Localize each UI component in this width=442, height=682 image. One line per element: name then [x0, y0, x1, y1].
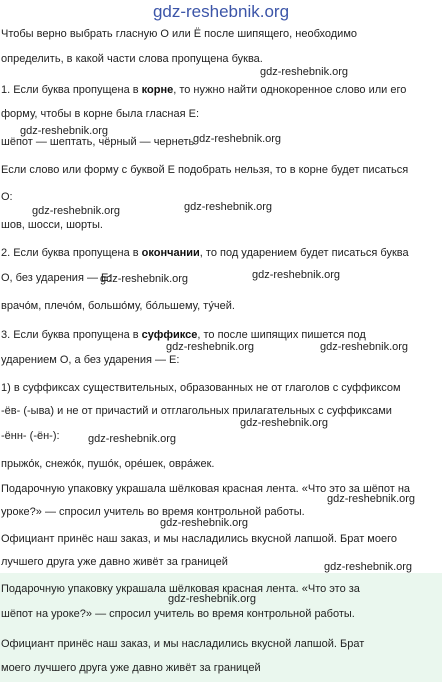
- text-line: Если слово или форму с буквой Е подобрать нельзя, то в корне будет писаться: [1, 164, 409, 176]
- watermark: gdz-reshebnik.org: [324, 561, 413, 573]
- answer-line: Подарочную упаковку украшала шёлковая красная лента. «Что это за: [1, 583, 360, 595]
- text-line: О:: [1, 191, 13, 203]
- watermark: gdz-reshebnik.org: [32, 205, 121, 217]
- watermark: gdz-reshebnik.org: [166, 341, 255, 353]
- site-watermark: gdz-reshebnik.org: [152, 2, 290, 21]
- watermark: gdz-reshebnik.org: [252, 269, 341, 281]
- answer-line: моего лучшего друга уже давно живёт за границей: [1, 662, 261, 674]
- text-line: Подарочную упаковку украшала шёлковая красная лента. «Что это за шёпот на: [1, 483, 411, 495]
- bold-term: окончании: [141, 247, 200, 259]
- watermark: gdz-reshebnik.org: [193, 133, 282, 145]
- watermark: gdz-reshebnik.org: [260, 66, 349, 78]
- text-line: шов, шосси, шорты.: [1, 219, 103, 231]
- watermark: gdz-reshebnik.org: [327, 493, 416, 505]
- watermark: gdz-reshebnik.org: [320, 341, 409, 353]
- text-span: , то нужно найти однокоренное слово или его: [173, 84, 407, 96]
- answer-line: шёпот на уроке?» — спросил учитель во время контрольной работы.: [1, 608, 355, 620]
- watermark: gdz-reshebnik.org: [184, 201, 273, 213]
- text-line: [1, 328, 366, 342]
- text-line: уроке?» — спросил учитель во время контрольной работы.: [1, 506, 305, 518]
- text-line: Официант принёс наш заказ, и мы насладились вкусной лапшой. Брат моего: [1, 533, 397, 545]
- text-line: О, без ударения — Е:: [1, 272, 112, 284]
- text-line: [1, 246, 409, 260]
- text-line: -ённ- (-ён-):: [1, 430, 60, 442]
- text-line: -ёв- (-ыва) и не от причастий и отглагольных прилагательных с суффиксами: [1, 405, 392, 417]
- bold-term: корне: [141, 84, 174, 96]
- text-span: , то после шипящих пишется под: [197, 329, 366, 341]
- watermark: gdz-reshebnik.org: [20, 125, 109, 137]
- text-span: 3. Если буква пропущена в: [1, 329, 142, 341]
- text-line: 1) в суффиксах существительных, образованных не от глаголов с суффиксом: [1, 382, 401, 394]
- watermark: gdz-reshebnik.org: [240, 417, 329, 429]
- watermark: gdz-reshebnik.org: [88, 433, 177, 445]
- text-line: шёпот — шептать, чёрный — чернеть: [1, 136, 195, 148]
- text-line: лучшего друга уже давно живёт за границей: [1, 556, 228, 568]
- text-line: определить, в какой части слова пропущена буква.: [1, 53, 263, 65]
- text-line: Чтобы верно выбрать гласную О или Ё после шипящего, необходимо: [1, 28, 357, 40]
- watermark: gdz-reshebnik.org: [168, 593, 257, 605]
- text-span: 1. Если буква пропущена в: [1, 84, 142, 96]
- answer-line: Официант принёс наш заказ, и мы насладились вкусной лапшой. Брат: [1, 638, 365, 650]
- text-line: форму, чтобы в корне была гласная Е:: [1, 108, 200, 120]
- text-span: 2. Если буква пропущена в: [1, 247, 142, 259]
- watermark: gdz-reshebnik.org: [100, 273, 189, 285]
- text-span: , то под ударением будет писаться буква: [199, 247, 409, 259]
- watermark: gdz-reshebnik.org: [160, 517, 249, 529]
- bold-term: суффиксе: [141, 329, 198, 341]
- text-line: врачо́м, плечо́м, большо́му, бо́льшему, ту́чей.: [1, 300, 235, 312]
- text-line: ударением О, а без ударения — Е:: [1, 354, 180, 366]
- text-line: [1, 83, 406, 97]
- text-line: прыжо́к, снежо́к, пушо́к, оре́шек, овра́жек.: [1, 458, 215, 470]
